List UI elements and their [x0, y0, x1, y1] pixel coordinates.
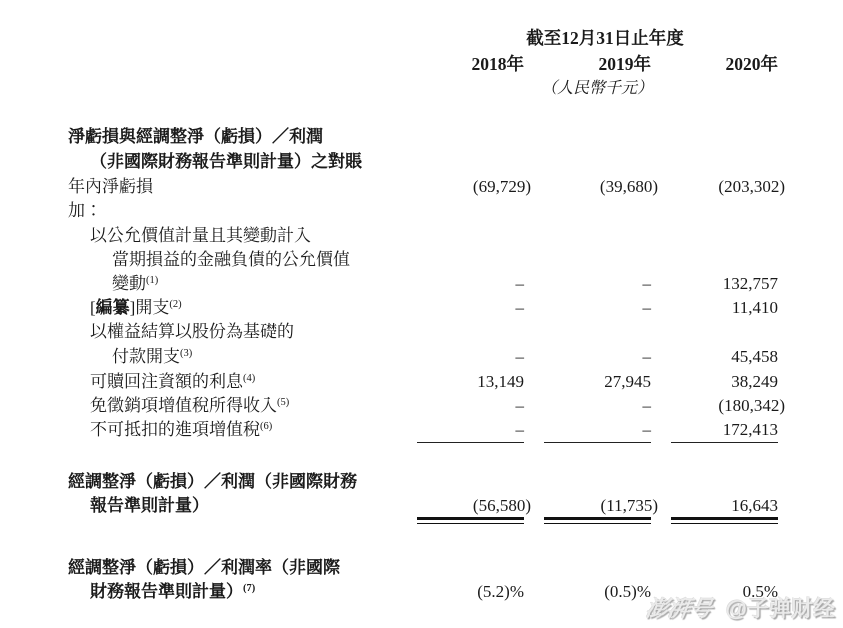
table-row-section-title-2	[0, 150, 843, 174]
row-label: 加：	[68, 201, 102, 220]
table-row-vat-exempt-income	[0, 394, 843, 418]
footnote-ref-6: (6)	[260, 421, 273, 432]
value-2019: –	[642, 298, 651, 317]
table-row-redacted-expense	[0, 296, 843, 320]
footnote-ref-1: (1)	[146, 275, 159, 286]
value-2018: –	[515, 347, 524, 366]
row-label: 年內淨虧損	[68, 177, 153, 196]
watermark-handle: @子弹财经	[725, 596, 835, 621]
year-2018: 2018年	[471, 54, 524, 74]
row-label: 淨虧損與經調整淨（虧損）／利潤	[68, 127, 323, 146]
value-2020: (180,342)	[718, 396, 785, 415]
value-2018: –	[515, 420, 524, 439]
footnote-ref-3: (3)	[180, 348, 193, 359]
table-row-net-loss	[0, 175, 843, 199]
value-2020: 11,410	[731, 298, 778, 317]
value-2019: –	[642, 274, 651, 293]
row-label: 不可抵扣的進項增值稅$^{(6)}$	[90, 420, 273, 439]
year-header-row	[0, 52, 843, 76]
row-label: 當期損益的金融負債的公允價值	[112, 250, 350, 269]
value-2019: –	[642, 396, 651, 415]
table-row-fv-line2	[0, 248, 843, 272]
value-2019: –	[642, 347, 651, 366]
redacted-text: 編纂	[95, 298, 130, 317]
table-row-share-based-line1	[0, 320, 843, 344]
value-2018: –	[515, 396, 524, 415]
value-2019: –	[642, 420, 651, 439]
value-2018: 13,149	[477, 372, 524, 391]
pengpai-logo: 澎湃号	[643, 596, 714, 621]
year-2019: 2019年	[598, 54, 651, 74]
row-label: 報告準則計量）	[90, 496, 209, 515]
row-label: 付款開支$^{(3)}$	[112, 347, 193, 366]
total-double-rule-2019	[544, 517, 651, 524]
currency-note: （人民幣千元）	[540, 80, 653, 97]
row-label: [編纂]開支$^{(2)}$	[90, 298, 182, 317]
row-label: （非國際財務報告準則計量）之對賬	[90, 152, 362, 171]
value-2019: (0.5)%	[604, 582, 651, 601]
table-row-redeemable-interest	[0, 370, 843, 394]
row-label: 以公允價值計量且其變動計入	[90, 226, 311, 245]
table-row-add	[0, 199, 843, 223]
footnote-ref-5: (5)	[277, 397, 290, 408]
row-label: 經調整淨（虧損）／利潤率（非國際	[68, 558, 340, 577]
subtotal-rule-2020	[671, 442, 778, 443]
row-label: 變動$^{(1)}$	[112, 274, 159, 293]
value-2018: –	[515, 298, 524, 317]
row-label: 經調整淨（虧損）／利潤（非國際財務	[68, 472, 357, 491]
table-row-nondeductible-vat	[0, 418, 843, 442]
row-label: 可贖回注資額的利息$^{(4)}$	[90, 372, 256, 391]
table-row-adjusted-total	[0, 494, 843, 518]
value-2020: 132,757	[722, 274, 778, 293]
period-title: 截至12月31日止年度	[526, 28, 684, 48]
table-row-adjusted-title-line1	[0, 470, 843, 494]
table-row-margin-title-line1	[0, 556, 843, 580]
watermark	[643, 596, 835, 622]
table-row-section-title	[0, 125, 843, 149]
footnote-ref-7: (7)	[243, 583, 256, 594]
value-2019: 27,945	[604, 372, 651, 391]
value-2019: (39,680)	[599, 177, 658, 196]
footnote-ref-2: (2)	[169, 299, 182, 310]
table-row-fv-change	[0, 272, 843, 296]
total-double-rule-2018	[417, 517, 524, 524]
value-2018: (5.2)%	[477, 582, 524, 601]
value-2018: (69,729)	[472, 177, 531, 196]
total-double-rule-2020	[671, 517, 778, 524]
value-2020: 38,249	[731, 372, 778, 391]
value-2020: 45,458	[731, 347, 778, 366]
value-2018: (56,580)	[472, 496, 531, 515]
value-2020: 16,643	[731, 496, 778, 515]
footnote-ref-4: (4)	[243, 373, 256, 384]
value-2020: (203,302)	[718, 177, 785, 196]
value-2020: 172,413	[722, 420, 778, 439]
value-2018: –	[515, 274, 524, 293]
table-row-fv-line1	[0, 224, 843, 248]
year-2020: 2020年	[725, 54, 778, 74]
row-label: 財務報告準則計量）$^{(7)}$	[90, 582, 256, 601]
value-2020: 0.5%	[742, 582, 778, 601]
row-label: 以權益結算以股份為基礎的	[90, 322, 294, 341]
subtotal-rule-2018	[417, 442, 524, 443]
row-label: 免徵銷項增值稅所得收入$^{(5)}$	[90, 396, 290, 415]
value-2019: (11,735)	[600, 496, 658, 515]
table-row-share-based-line2	[0, 345, 843, 369]
subtotal-rule-2019	[544, 442, 651, 443]
